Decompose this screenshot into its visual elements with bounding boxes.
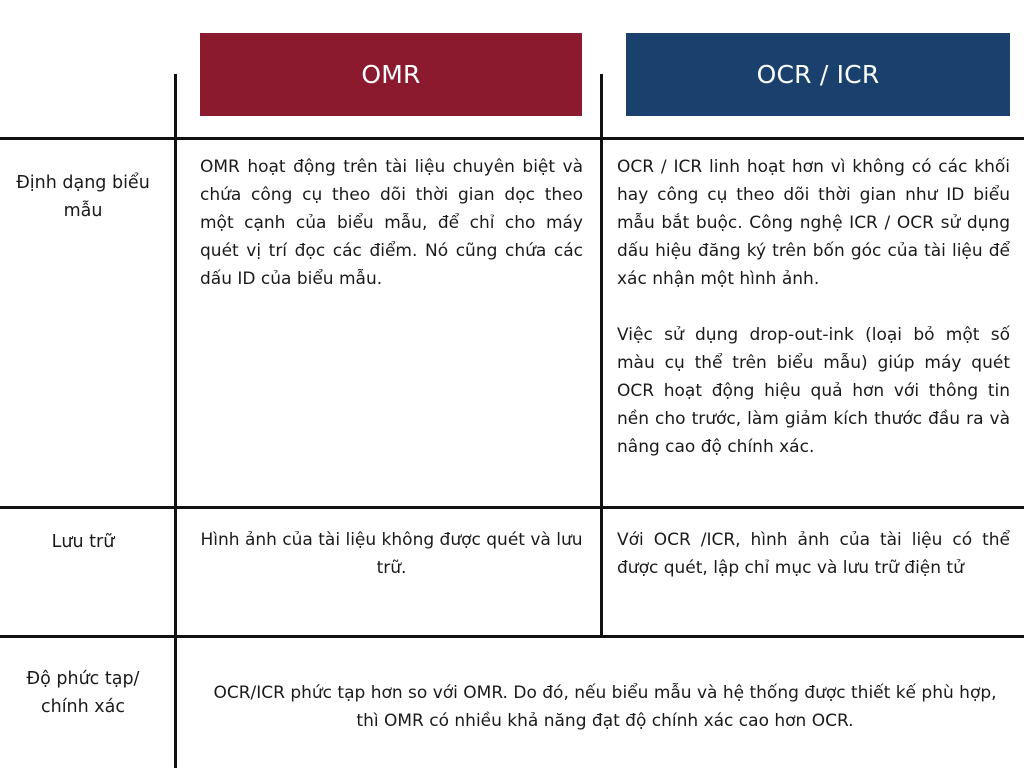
table-rule-row2 xyxy=(0,635,1024,638)
omr-form-format-cell xyxy=(200,153,583,293)
complexity-accuracy-text: OCR/ICR phức tạp hơn so với OMR. Do đó, nếu biểu mẫu và hệ thống được thiết kế phù hợp, thì OMR có nhiều khả năng đạt độ chính xác cao hơn OCR. xyxy=(213,683,997,731)
ocr-icr-column-header xyxy=(626,33,1010,116)
omr-header-label: OMR xyxy=(361,60,421,89)
table-rule-top xyxy=(0,137,1024,140)
omr-form-format-text: OMR hoạt động trên tài liệu chuyên biệt và chứa công cụ theo dõi thời gian dọc theo một cạnh của biểu mẫu, để chỉ cho máy quét vị trí đọc các điểm. Nó cũng chứa các dấu ID của biểu mẫu. xyxy=(200,157,583,289)
row-label-complexity-accuracy: Độ phức tạp/ chính xác xyxy=(26,669,140,717)
ocr-icr-form-format-paragraph-1: OCR / ICR linh hoạt hơn vì không có các khối hay công cụ theo dõi thời gian như ID biểu mẫu bắt buộc. Công nghệ ICR / OCR sử dụng dấu hiệu đăng ký trên bốn góc của tài liệu để xác nhận một hình ảnh. xyxy=(617,157,1010,289)
table-divider-middle-column xyxy=(600,74,603,636)
ocr-icr-form-format-paragraph-2: Việc sử dụng drop-out-ink (loại bỏ một số màu cụ thể trên biểu mẫu) giúp máy quét OCR hoạt động hiệu quả hơn với thông tin nền cho trước, làm giảm kích thước đầu ra và nâng cao độ chính xác. xyxy=(617,325,1010,457)
omr-column-header xyxy=(200,33,582,116)
ocr-icr-storage-cell xyxy=(617,526,1010,582)
ocr-icr-form-format-cell xyxy=(617,153,1010,461)
omr-storage-cell xyxy=(200,526,583,582)
omr-storage-text: Hình ảnh của tài liệu không được quét và lưu trữ. xyxy=(200,530,583,578)
table-divider-label-column xyxy=(174,74,177,768)
ocr-icr-header-label: OCR / ICR xyxy=(756,60,880,89)
table-rule-row1 xyxy=(0,506,1024,509)
ocr-icr-storage-text: Với OCR /ICR, hình ảnh của tài liệu có thể được quét, lập chỉ mục và lưu trữ điện tử xyxy=(617,530,1010,578)
row-label-storage: Lưu trữ xyxy=(51,532,115,552)
complexity-accuracy-merged-cell xyxy=(200,679,1010,735)
row-label-form-format: Định dạng biểu mẫu xyxy=(16,173,150,221)
